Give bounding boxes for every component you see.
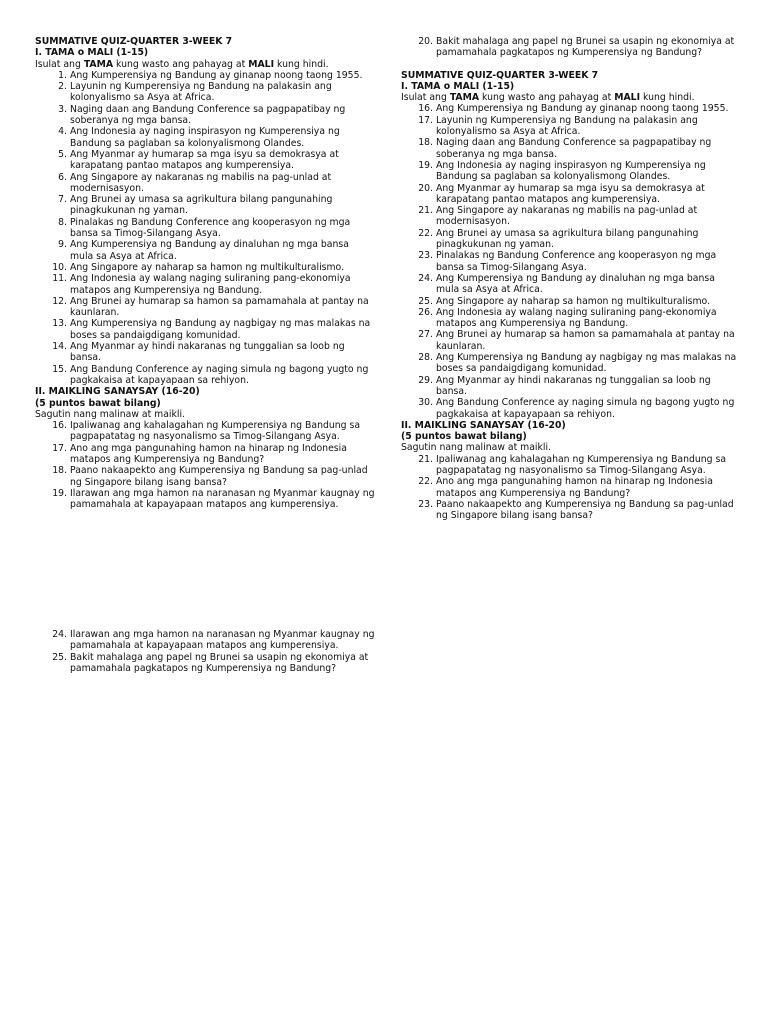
item-number: 4.	[58, 126, 67, 138]
list-item	[401, 375, 741, 398]
item-number: 20.	[418, 36, 433, 47]
list-item	[401, 454, 741, 477]
item-number: 16.	[52, 420, 67, 432]
part2-instructions: Sagutin nang malinaw at maikli.	[401, 442, 552, 454]
list-item	[35, 488, 375, 511]
left-column-lower	[35, 629, 375, 674]
part1-instructions	[35, 59, 375, 70]
item-text: Ang Singapore ay naharap sa hamon ng multikulturalismo.	[436, 295, 711, 307]
item-text: Pinalakas ng Bandung Conference ang kooperasyon ng mga bansa sa Timog-Silangang Asya.	[70, 216, 351, 240]
item-number: 26.	[418, 306, 433, 318]
item-text: Ang Brunei ay umasa sa agrikultura bilang pangunahing pinagkukunan ng yaman.	[436, 227, 699, 251]
list-item	[35, 443, 375, 466]
item-text: Layunin ng Kumperensiya ng Bandung na palakasin ang kolonyalismo sa Asya at Africa.	[436, 114, 698, 138]
item-number: 16.	[418, 103, 433, 115]
item-text: Ang Myanmar ay humarap sa mga isyu sa demokrasya at karapatang pantao matapos ang kumperensiya.	[70, 148, 339, 172]
item-text: Ilarawan ang mga hamon na naranasan ng Myanmar kaugnay ng pamamahala at kapayapaan matapos ang kumperensiya.	[70, 629, 375, 652]
item-text: Naging daan ang Bandung Conference sa pagpapatibay ng soberanya ng mga bansa.	[436, 137, 712, 160]
list-item	[401, 183, 741, 206]
list-item	[35, 217, 375, 240]
item-text: Ang Singapore ay naharap sa hamon ng multikulturalismo.	[70, 261, 345, 273]
item-number: 19.	[418, 159, 433, 171]
item-number: 28.	[418, 352, 433, 364]
item-text: Ang Bandung Conference ay naging simula ng bagong yugto ng pagkakaisa at kapayapaan sa rehiyon.	[436, 397, 735, 420]
item-text: Ang Kumperensiya ng Bandung ay ginanap noong taong 1955.	[70, 69, 363, 81]
part2-heading: II. MAIKLING SANAYSAY (16-20)	[35, 386, 200, 398]
list-item	[35, 629, 375, 652]
list-item	[35, 172, 375, 195]
list-item	[401, 36, 741, 59]
item-number: 11.	[52, 273, 67, 285]
list-item	[401, 476, 741, 499]
item-text: Ang Myanmar ay humarap sa mga isyu sa demokrasya at karapatang pantao matapos ang kumperensiya.	[436, 182, 705, 205]
item-number: 1.	[58, 69, 67, 81]
item-number: 13.	[52, 318, 67, 330]
spacer	[401, 59, 741, 70]
item-number: 20.	[418, 182, 433, 194]
list-item	[35, 262, 375, 273]
instr-mali: MALI	[248, 58, 275, 70]
instr-tama: TAMA	[83, 58, 114, 70]
list-item	[401, 329, 741, 352]
item-text: Ang Bandung Conference ay naging simula ng bagong yugto ng pagkakaisa at kapayapaan sa rehiyon.	[70, 363, 369, 386]
item-text: Ang Indonesia ay walang naging suliraning pang-ekonomiya matapos ang Kumperensiya ng Bandung.	[70, 273, 351, 296]
instr-text: kung wasto ang pahayag at	[479, 92, 615, 104]
list-item	[35, 465, 375, 488]
item-text: Ang Brunei ay umasa sa agrikultura bilang pangunahing pinagkukunan ng yaman.	[70, 194, 333, 217]
item-text: Ang Kumperensiya ng Bandung ay nagbigay ng mas malakas na boses sa pandaigdigang komunidad.	[436, 352, 737, 375]
list-item	[35, 296, 375, 319]
instr-text: kung hindi.	[274, 58, 329, 70]
item-number: 23.	[418, 250, 433, 262]
list-item	[401, 397, 741, 420]
list-item	[35, 318, 375, 341]
item-number: 2.	[58, 81, 67, 93]
item-text: Ang Myanmar ay hindi nakaranas ng tunggalian sa loob ng bansa.	[70, 341, 345, 364]
item-number: 9.	[58, 239, 67, 251]
item-number: 3.	[58, 103, 67, 115]
list-item	[401, 296, 741, 307]
list-item	[401, 228, 741, 251]
part1-heading: I. TAMA o MALI (1-15)	[401, 80, 515, 92]
quiz-title: SUMMATIVE QUIZ-QUARTER 3-WEEK 7	[35, 36, 233, 47]
item-number: 27.	[418, 329, 433, 341]
item-number: 29.	[418, 374, 433, 386]
list-item	[35, 420, 375, 443]
list-item	[401, 352, 741, 375]
left-column	[35, 36, 375, 510]
item-text: Bakit mahalaga ang papel ng Brunei sa usapin ng ekonomiya at pamamahala pagkatapos ng Kumperensiya ng Bandung?	[70, 651, 369, 674]
item-number: 21.	[418, 453, 433, 465]
item-number: 22.	[418, 476, 433, 488]
points-note: (5 puntos bawat bilang)	[35, 397, 161, 409]
item-number: 8.	[58, 216, 67, 228]
item-text: Pinalakas ng Bandung Conference ang kooperasyon ng mga bansa sa Timog-Silangang Asya.	[436, 250, 717, 273]
instr-text: Isulat ang	[35, 58, 84, 70]
item-number: 6.	[58, 171, 67, 183]
item-text: Paano nakaapekto ang Kumperensiya ng Bandung sa pag-unlad ng Singapore bilang isang bansa?	[436, 498, 734, 522]
essay-list-top	[401, 36, 741, 59]
quiz-title: SUMMATIVE QUIZ-QUARTER 3-WEEK 7	[401, 69, 599, 81]
part2-instructions: Sagutin nang malinaw at maikli.	[35, 408, 186, 420]
item-number: 12.	[52, 295, 67, 307]
list-item	[401, 307, 741, 330]
list-item	[35, 652, 375, 675]
instr-mali: MALI	[614, 92, 641, 104]
points-note: (5 puntos bawat bilang)	[401, 431, 527, 443]
item-text: Ang Singapore ay nakaranas ng mabilis na pag-unlad at modernisasyon.	[436, 205, 698, 228]
item-text: Ipaliwanag ang kahalagahan ng Kumperensiya ng Bandung sa pagpapatatag ng nasyonalismo sa Timog-Silangang Asya.	[70, 420, 361, 443]
item-text: Ang Myanmar ay hindi nakaranas ng tunggalian sa loob ng bansa.	[436, 374, 711, 397]
list-item	[35, 126, 375, 149]
item-text: Ang Singapore ay nakaranas ng mabilis na pag-unlad at modernisasyon.	[70, 171, 332, 194]
essay-list-continued	[35, 629, 375, 674]
list-item	[401, 137, 741, 160]
list-item	[35, 149, 375, 172]
list-item	[401, 273, 741, 296]
item-text: Ang Brunei ay humarap sa hamon sa pamamahala at pantay na kaunlaran.	[436, 329, 735, 352]
true-false-list	[401, 103, 741, 419]
instr-text: Isulat ang	[401, 92, 450, 104]
right-column	[401, 36, 741, 521]
item-number: 17.	[52, 442, 67, 454]
list-item	[35, 81, 375, 104]
list-item	[35, 273, 375, 296]
list-item	[401, 499, 741, 522]
item-text: Ang Kumperensiya ng Bandung ay dinaluhan ng mga bansa mula sa Asya at Africa.	[436, 272, 715, 296]
essay-list	[35, 420, 375, 510]
list-item	[35, 239, 375, 262]
item-text: Ang Brunei ay humarap sa hamon sa pamamahala at pantay na kaunlaran.	[70, 295, 369, 319]
item-number: 18.	[418, 137, 433, 149]
item-number: 23.	[418, 498, 433, 510]
item-number: 24.	[418, 272, 433, 284]
list-item	[401, 160, 741, 183]
part2-heading: II. MAIKLING SANAYSAY (16-20)	[401, 419, 566, 431]
item-number: 22.	[418, 227, 433, 239]
list-item	[401, 205, 741, 228]
item-number: 15.	[52, 363, 67, 375]
item-text: Ang Kumperensiya ng Bandung ay nagbigay ng mas malakas na boses sa pandaigdigang komunidad.	[70, 318, 371, 341]
item-text: Ipaliwanag ang kahalagahan ng Kumperensiya ng Bandung sa pagpapatatag ng nasyonalismo sa Timog-Silangang Asya.	[436, 453, 727, 476]
item-text: Ano ang mga pangunahing hamon na hinarap ng Indonesia matapos ang Kumperensiya ng Bandung?	[436, 476, 713, 499]
item-text: Ang Indonesia ay naging inspirasyon ng Kumperensiya ng Bandung sa paglaban sa kolonyalismong Olandes.	[70, 126, 340, 149]
item-number: 25.	[418, 295, 433, 307]
item-number: 17.	[418, 114, 433, 126]
item-text: Ang Kumperensiya ng Bandung ay ginanap noong taong 1955.	[436, 103, 729, 115]
item-number: 10.	[52, 261, 67, 273]
item-text: Layunin ng Kumperensiya ng Bandung na palakasin ang kolonyalismo sa Asya at Africa.	[70, 81, 332, 104]
list-item	[35, 194, 375, 217]
list-item	[35, 364, 375, 387]
instr-text: kung wasto ang pahayag at	[113, 58, 249, 70]
part1-heading: I. TAMA o MALI (1-15)	[35, 47, 149, 59]
essay-list	[401, 454, 741, 522]
instr-tama: TAMA	[449, 92, 480, 104]
item-number: 5.	[58, 148, 67, 160]
list-item	[401, 250, 741, 273]
item-number: 30.	[418, 397, 433, 409]
part1-instructions	[401, 92, 741, 103]
list-item	[35, 341, 375, 364]
item-number: 19.	[52, 487, 67, 499]
item-text: Ang Indonesia ay naging inspirasyon ng Kumperensiya ng Bandung sa paglaban sa kolonyalismong Olandes.	[436, 159, 706, 183]
list-item	[401, 103, 741, 114]
list-item	[35, 104, 375, 127]
item-text: Ang Kumperensiya ng Bandung ay dinaluhan ng mga bansa mula sa Asya at Africa.	[70, 239, 349, 262]
true-false-list	[35, 70, 375, 386]
item-number: 7.	[58, 194, 67, 206]
item-text: Naging daan ang Bandung Conference sa pagpapatibay ng soberanya ng mga bansa.	[70, 103, 346, 127]
item-number: 14.	[52, 341, 67, 353]
item-number: 21.	[418, 205, 433, 217]
item-text: Ang Indonesia ay walang naging suliraning pang-ekonomiya matapos ang Kumperensiya ng Bandung.	[436, 306, 717, 330]
list-item	[401, 115, 741, 138]
item-number: 18.	[52, 465, 67, 477]
item-text: Ano ang mga pangunahing hamon na hinarap ng Indonesia matapos ang Kumperensiya ng Bandung?	[70, 442, 347, 465]
item-number: 24.	[52, 629, 67, 640]
instr-text: kung hindi.	[640, 92, 695, 104]
item-number: 25.	[52, 651, 67, 663]
item-text: Ilarawan ang mga hamon na naranasan ng Myanmar kaugnay ng pamamahala at kapayapaan matapos ang kumperensiya.	[70, 487, 375, 511]
item-text: Paano nakaapekto ang Kumperensiya ng Bandung sa pag-unlad ng Singapore bilang isang bansa?	[70, 465, 368, 488]
item-text: Bakit mahalaga ang papel ng Brunei sa usapin ng ekonomiya at pamamahala pagkatapos ng Kumperensiya ng Bandung?	[436, 36, 735, 59]
list-item	[35, 70, 375, 81]
